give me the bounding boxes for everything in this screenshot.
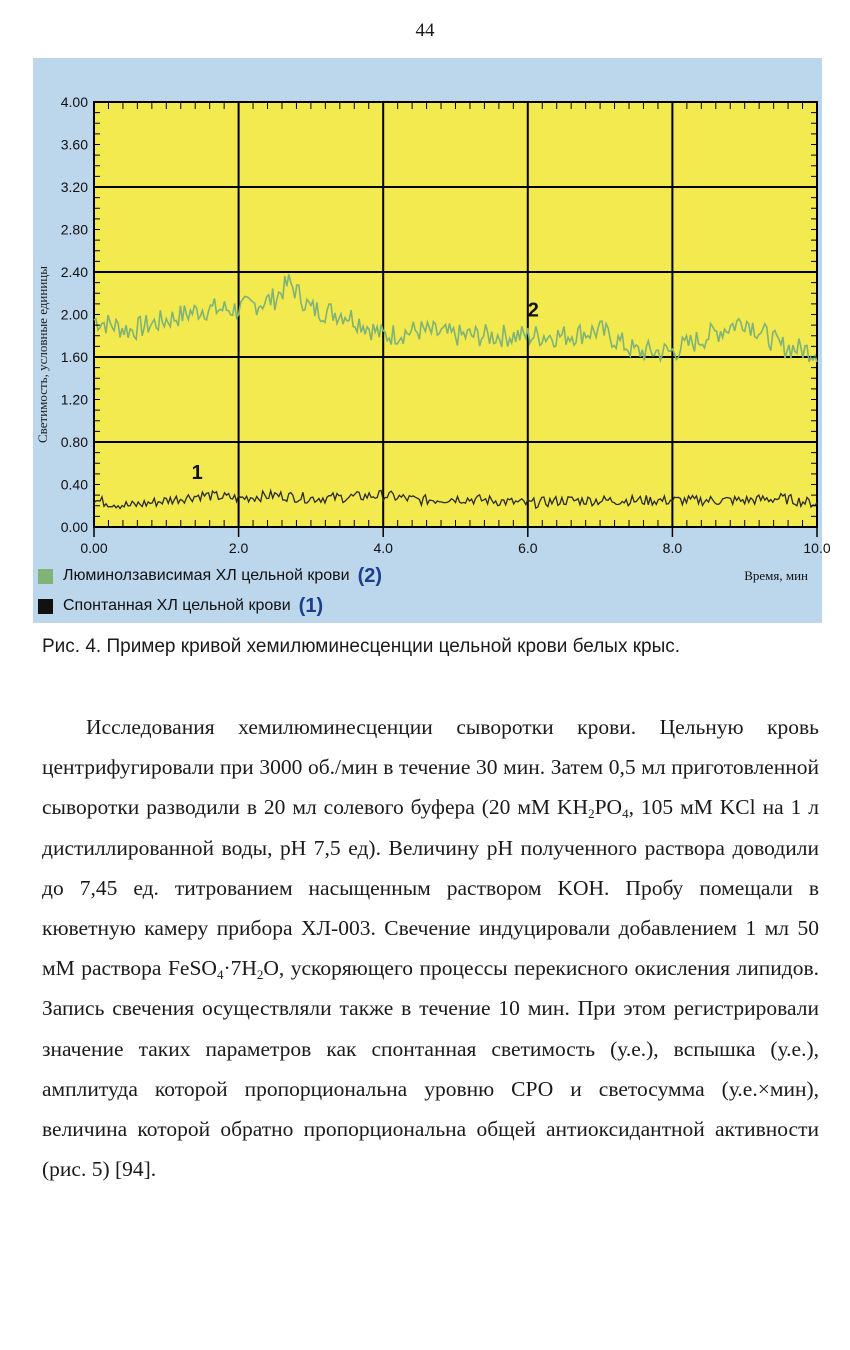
legend-swatch-green [38,569,53,584]
y-tick-label: 1.20 [60,391,88,408]
legend-swatch-black [38,599,53,614]
legend-label-luminol: Люминолзависимая ХЛ цельной крови [63,567,350,584]
series-label-2: 2 [527,299,539,322]
y-tick-label: 2.00 [60,306,88,323]
y-tick-label: 2.40 [60,264,88,280]
legend-item-spontaneous [38,595,323,617]
paragraph-text-3: , 105 мМ KCl на 1 л дистиллированной воды, pH 7,5 ед). Величину pH полученного раствора доводили до 7,45 ед. титрованием насыщенным раствором KOH. Пробу помещали в кюветную камеру прибора ХЛ-003. Свечение индуцировали добавлением 1 мл 50 мМ раствора FeSO [42,795,819,981]
paragraph-text-2: PO [594,795,623,820]
y-tick-label: 3.60 [60,136,88,153]
y-tick-label: 0.00 [60,519,88,535]
x-tick-label: 4.0 [373,540,393,556]
subscript: 2 [256,967,264,983]
x-axis-title: Время, мин [744,568,808,583]
y-tick-label: 3.20 [60,179,88,195]
legend-item-luminol [38,565,382,587]
subscript: 4 [622,806,629,822]
series-label-1: 1 [191,462,203,485]
y-axis-title: Светимость, условные единицы [35,266,50,443]
subscript: 2 [588,806,595,822]
figure-caption: Рис. 4. Пример кривой хемилюминесценции цельной крови белых крыс. [42,636,681,657]
y-tick-label: 0.40 [60,476,88,493]
y-tick-label: 0.80 [60,434,88,450]
y-tick-label: 1.60 [60,349,88,365]
paragraph-text-1: Исследования хемилюминесценции сыворотки крови. Цельную кровь центрифугировали при 3000 об./мин в течение 30 мин. Затем 0,5 мл приготовленной сыворотки разводили в 20 мл солевого буфера (20 мМ KH [42,715,819,820]
chemiluminescence-chart [33,58,831,568]
body-paragraph [42,707,819,1189]
y-tick-label: 4.00 [60,94,88,110]
x-tick-label: 2.0 [228,540,249,556]
chemiluminescence-figure [33,58,831,623]
paragraph-text-4: ·7H [223,956,257,981]
legend-number-1: (1) [298,594,324,617]
x-tick-label: 0.00 [80,540,108,556]
y-tick-label: 2.80 [60,221,88,238]
paragraph-text-5: O, ускоряющего процессы перекисного окисления липидов. Запись свечения осуществляли также в течение 10 мин. При этом регистрировали значение таких параметров как спонтанная светимость (у.е.), вспышка (у.е.), амплитуда которой пропорциональна уровню СРО и светосумма (у.е.×мин), величина которой обратно пропорциональна общей антиоксидантной активности (рис. 5) [94]. [42,956,819,1182]
page-number: 44 [415,20,435,41]
legend-label-spontaneous: Спонтанная ХЛ цельной крови [63,597,291,614]
legend-number-2: (2) [357,564,383,587]
x-tick-label: 10.0 [803,540,831,556]
x-tick-label: 6.0 [518,540,538,556]
x-tick-label: 8.0 [662,540,683,556]
subscript: 4 [216,967,224,983]
